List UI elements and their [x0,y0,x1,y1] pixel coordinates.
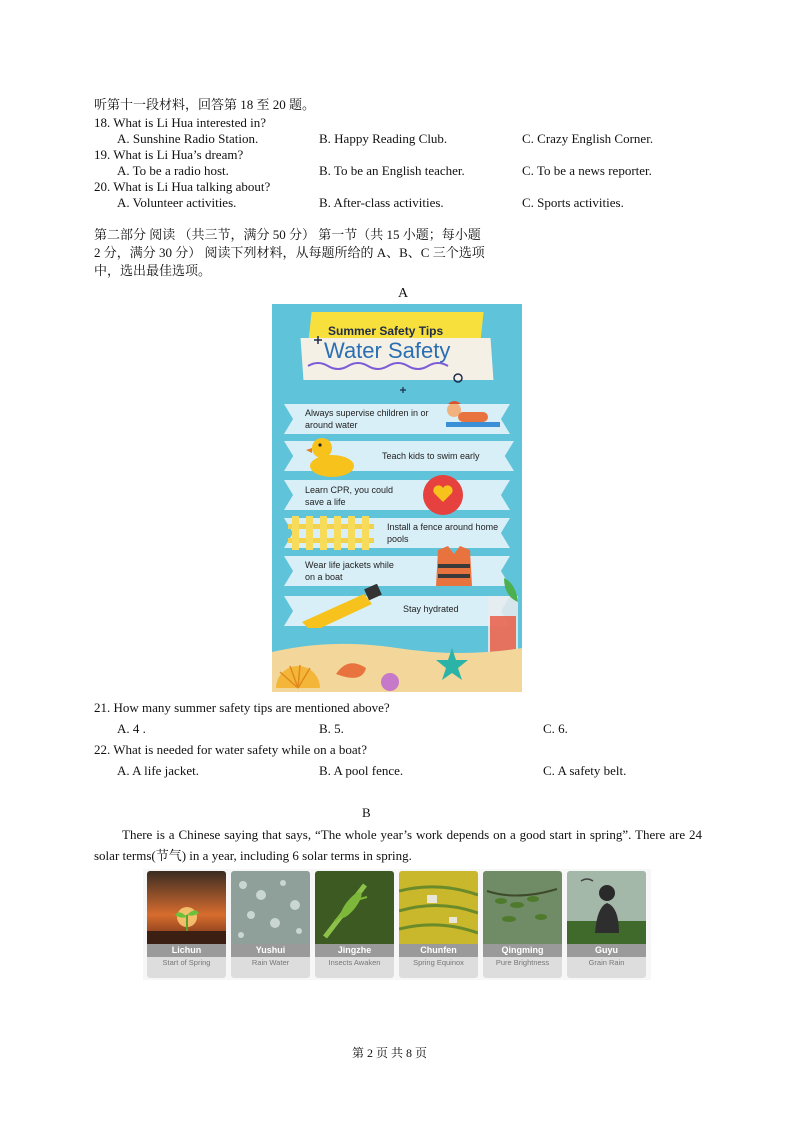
solar-term-meaning: Insects Awaken [328,958,381,967]
listening-intro: 听第十一段材料，回答第 18 至 20 题。 [94,97,316,112]
sparkle-decorations [272,304,522,404]
passage-b: There is a Chinese saying that says, “The whole year’s work depends on a good start in spring”. There are 24 solar terms(节气) in a year, including 6 solar terms in spring. [94,827,702,863]
solar-term-card-qingming [483,871,562,978]
question-20: 20. What is Li Hua talking about? [94,179,271,194]
option-20-c: C. Sports activities. [522,195,624,210]
solar-term-name: Lichun [147,944,226,957]
section-b-label: B [362,805,371,820]
tip-3: Learn CPR, you could save a life [305,485,394,507]
raindrops-image [231,871,310,944]
solar-terms-strip [143,869,651,980]
insect-image [315,871,394,944]
option-19-a: A. To be a radio host. [117,163,229,178]
rapeseed-field-image [399,871,478,944]
reading-header-line-3: 中，选出最佳选项。 [94,263,212,278]
solar-term-card-yushui [231,871,310,978]
solar-term-name: Chunfen [399,944,478,957]
solar-term-name: Jingzhe [315,944,394,957]
question-19: 19. What is Li Hua’s dream? [94,147,244,162]
beach-sand-decoration [272,634,522,692]
section-a-label: A [398,286,409,301]
question-21: 21. How many summer safety tips are mentioned above? [94,700,390,715]
willow-branch-image [483,871,562,944]
option-22-c: C. A safety belt. [543,763,627,778]
tip-4: Install a fence around home pools [387,522,499,544]
option-20-b: B. After-class activities. [319,195,444,210]
tip-5: Wear life jackets while on a boat [305,560,394,582]
tip-1: Always supervise children in or around water [305,408,429,430]
water-safety-infographic [272,304,522,692]
water-bottle-icon [296,584,392,628]
solar-term-name: Qingming [483,944,562,957]
tip-6: Stay hydrated [403,604,459,614]
option-21-b: B. 5. [319,721,344,736]
sprout-image [147,871,226,944]
option-18-c: C. Crazy English Corner. [522,131,654,146]
solar-term-card-lichun [147,871,226,978]
option-18-a: A. Sunshine Radio Station. [117,131,259,146]
cpr-heart-icon [420,472,466,518]
tip-2: Teach kids to swim early [382,451,480,461]
fence-icon [286,512,378,552]
reading-header-line-1: 第二部分 阅读 （共三节，满分 50 分） 第一节（共 15 小题；每小题 [94,227,481,242]
question-18: 18. What is Li Hua interested in? [94,115,266,130]
solar-term-name: Guyu [567,944,646,957]
rubber-duck-icon [306,432,358,478]
solar-term-card-jingzhe [315,871,394,978]
option-21-a: A. 4 . [117,721,146,736]
life-jacket-icon [432,544,476,590]
infographic-subtitle: Summer Safety Tips [328,324,444,338]
solar-term-card-chunfen [399,871,478,978]
solar-term-meaning: Spring Equinox [413,958,464,967]
option-22-b: B. A pool fence. [319,763,404,778]
solar-term-meaning: Pure Brightness [495,958,550,967]
option-21-c: C. 6. [543,721,568,736]
infographic-title: Water Safety [324,338,451,363]
question-22: 22. What is needed for water safety while on a boat? [94,742,368,757]
option-19-c: C. To be a news reporter. [522,163,652,178]
solar-term-meaning: Start of Spring [162,958,211,967]
page-footer: 第 2 页 共 8 页 [352,1046,428,1060]
option-20-a: A. Volunteer activities. [117,195,237,210]
solar-term-meaning: Rain Water [251,958,290,967]
swimmer-icon [440,398,504,434]
option-18-b: B. Happy Reading Club. [319,131,448,146]
tea-picking-image [567,871,646,944]
reading-header-line-2: 2 分，满分 30 分） 阅读下列材料，从每题所给的 A、B、C 三个选项 [94,245,485,260]
solar-term-card-guyu [567,871,646,978]
option-19-b: B. To be an English teacher. [319,163,465,178]
option-22-a: A. A life jacket. [117,763,199,778]
solar-term-meaning: Grain Rain [588,958,625,967]
solar-term-name: Yushui [231,944,310,957]
